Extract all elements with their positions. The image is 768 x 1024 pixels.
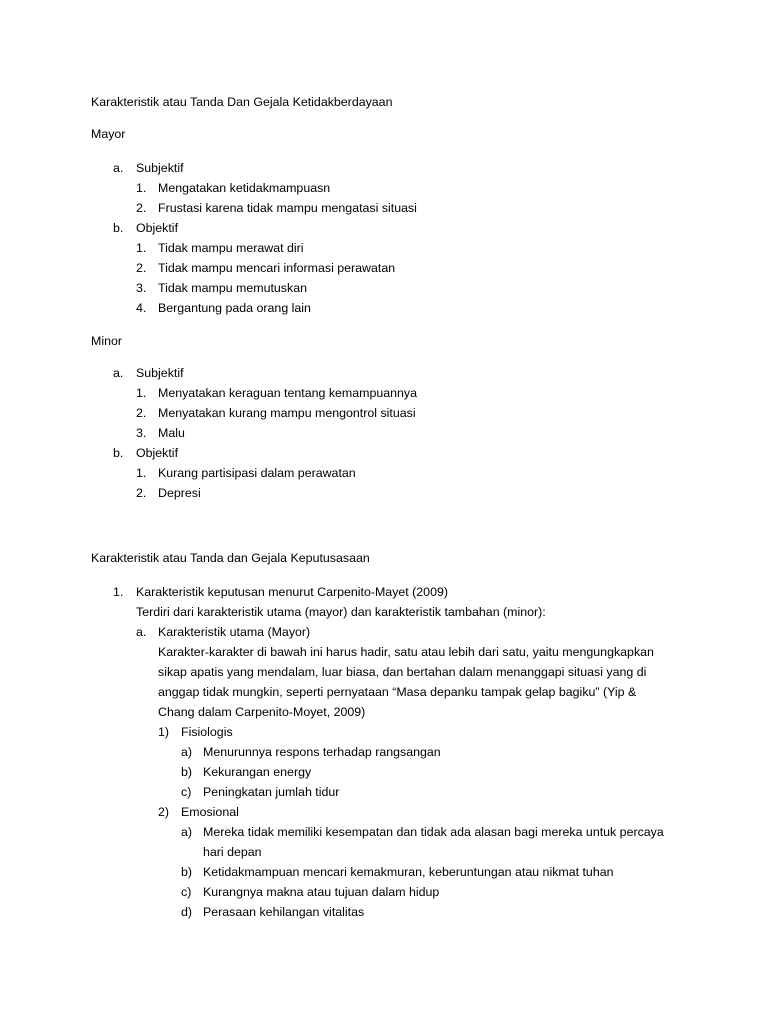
- list-marker: c): [181, 885, 192, 899]
- list-marker: c): [181, 785, 192, 799]
- sublist-label-fisiologis: Fisiologis: [181, 725, 233, 739]
- list-marker: a.: [113, 366, 124, 380]
- list-number: 1.: [136, 181, 147, 195]
- list-marker: b): [181, 765, 193, 779]
- sublist-label-objektif: Objektif: [136, 446, 179, 460]
- heading-minor: Minor: [91, 334, 122, 348]
- list-number: 1.: [136, 241, 147, 255]
- list-item: Ketidakmampuan mencari kemakmuran, keberuntungan atau nikmat tuhan: [203, 865, 614, 879]
- list-number: 4.: [136, 301, 147, 315]
- list-item: Menurunnya respons terhadap rangsangan: [203, 745, 441, 759]
- paragraph-line: sikap apatis yang mendalam, luar biasa, dan bertahan dalam menanggapi situasi yang di: [158, 665, 647, 679]
- paragraph-line: anggap tidak mungkin, seperti pernyataan “Masa depanku tampak gelap bagiku” (Yip &: [158, 685, 637, 699]
- list-item: Tidak mampu merawat diri: [158, 241, 304, 255]
- list-number: 1.: [136, 466, 147, 480]
- paragraph-line: Terdiri dari karakteristik utama (mayor) dan karakteristik tambahan (minor):: [136, 605, 546, 619]
- list-item: Frustasi karena tidak mampu mengatasi situasi: [158, 201, 417, 215]
- list-item: Menyatakan keraguan tentang kemampuannya: [158, 386, 417, 400]
- list-number: 2.: [136, 261, 147, 275]
- list-number: 2): [158, 805, 170, 819]
- list-item: Peningkatan jumlah tidur: [203, 785, 340, 799]
- section-title-keputusasaan: Karakteristik atau Tanda dan Gejala Keputusasaan: [91, 551, 370, 565]
- list-item: Kurang partisipasi dalam perawatan: [158, 466, 356, 480]
- paragraph-line: Karakter-karakter di bawah ini harus hadir, satu atau lebih dari satu, yaitu mengungkapkan: [158, 645, 654, 659]
- list-item: Malu: [158, 426, 185, 440]
- list-item: Mereka tidak memiliki kesempatan dan tidak ada alasan bagi mereka untuk percaya: [203, 825, 664, 839]
- section-title-ketidakberdayaan: Karakteristik atau Tanda Dan Gejala Ketidakberdayaan: [91, 95, 393, 109]
- list-marker: b.: [113, 221, 124, 235]
- sublist-label-mayor: Karakteristik utama (Mayor): [158, 625, 311, 639]
- list-marker: d): [181, 905, 193, 919]
- paragraph-line: Karakteristik keputusan menurut Carpenito-Mayet (2009): [136, 585, 448, 599]
- list-number: 2.: [136, 201, 147, 215]
- list-number: 2.: [136, 486, 147, 500]
- list-marker: a.: [113, 161, 124, 175]
- sublist-label-subjektif: Subjektif: [136, 366, 184, 380]
- sublist-label-objektif: Objektif: [136, 221, 179, 235]
- list-marker: a.: [136, 625, 147, 639]
- list-marker: b.: [113, 446, 124, 460]
- list-item: Kurangnya makna atau tujuan dalam hidup: [203, 885, 440, 899]
- paragraph-line: Chang dalam Carpenito-Moyet, 2009): [158, 705, 366, 719]
- list-number: 1.: [113, 585, 124, 599]
- list-marker: a): [181, 825, 193, 839]
- list-number: 3.: [136, 426, 147, 440]
- list-number: 2.: [136, 406, 147, 420]
- list-item: Perasaan kehilangan vitalitas: [203, 905, 365, 919]
- list-item: Bergantung pada orang lain: [158, 301, 311, 315]
- list-marker: b): [181, 865, 193, 879]
- list-number: 1.: [136, 386, 147, 400]
- sublist-label-emosional: Emosional: [181, 805, 239, 819]
- sublist-label-subjektif: Subjektif: [136, 161, 184, 175]
- list-item: Menyatakan kurang mampu mengontrol situasi: [158, 406, 416, 420]
- list-item: Tidak mampu mencari informasi perawatan: [158, 261, 396, 275]
- list-number: 3.: [136, 281, 147, 295]
- heading-mayor: Mayor: [91, 127, 126, 141]
- list-item: Depresi: [158, 486, 201, 500]
- list-marker: a): [181, 745, 193, 759]
- list-number: 1): [158, 725, 170, 739]
- list-item-continuation: hari depan: [203, 845, 262, 859]
- list-item: Kekurangan energy: [203, 765, 312, 779]
- list-item: Tidak mampu memutuskan: [158, 281, 307, 295]
- list-item: Mengatakan ketidakmampuasn: [158, 181, 331, 195]
